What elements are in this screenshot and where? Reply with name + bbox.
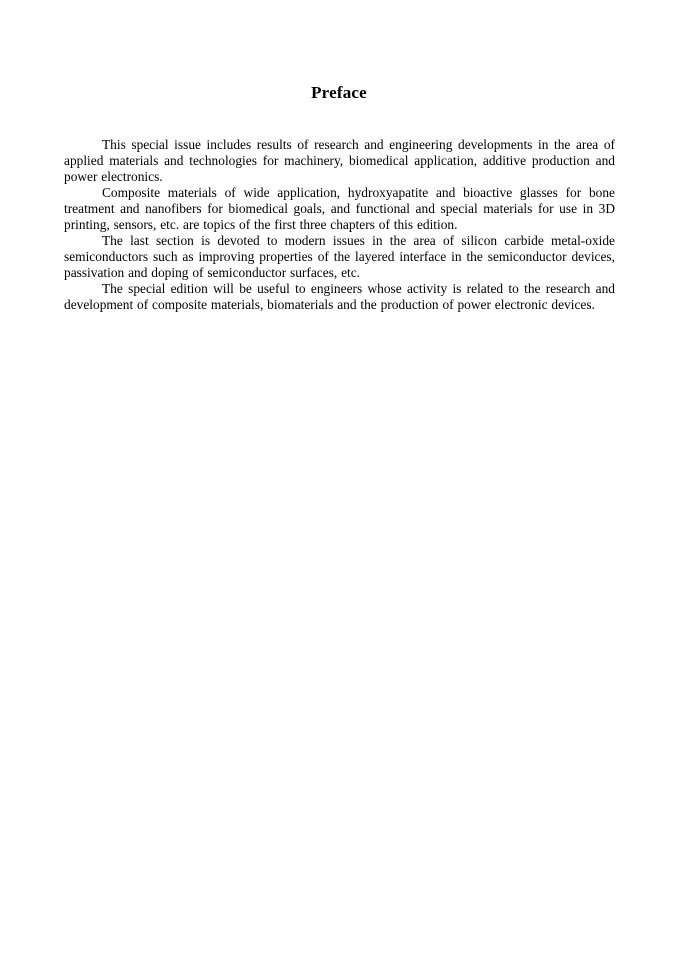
paragraph-1: This special issue includes results of research and engineering developments in the area of applied materials and technologies for machinery, biomedical application, additive production and power electronics. [64, 137, 615, 184]
paragraph-3: The last section is devoted to modern issues in the area of silicon carbide metal-oxide semiconductors such as improving properties of the layered interface in the semiconductor devices, passivation and doping of semiconductor surfaces, etc. [64, 233, 615, 280]
page-title: Preface [311, 83, 367, 102]
paragraph-2: Composite materials of wide application, hydroxyapatite and bioactive glasses for bone treatment and nanofibers for biomedical goals, and functional and special materials for use in 3D printing, sensors, etc. are topics of the first three chapters of this edition. [64, 185, 615, 232]
document-body [64, 137, 615, 313]
paragraph-4: The special edition will be useful to engineers whose activity is related to the research and development of composite materials, biomaterials and the production of power electronic devices. [64, 281, 615, 312]
